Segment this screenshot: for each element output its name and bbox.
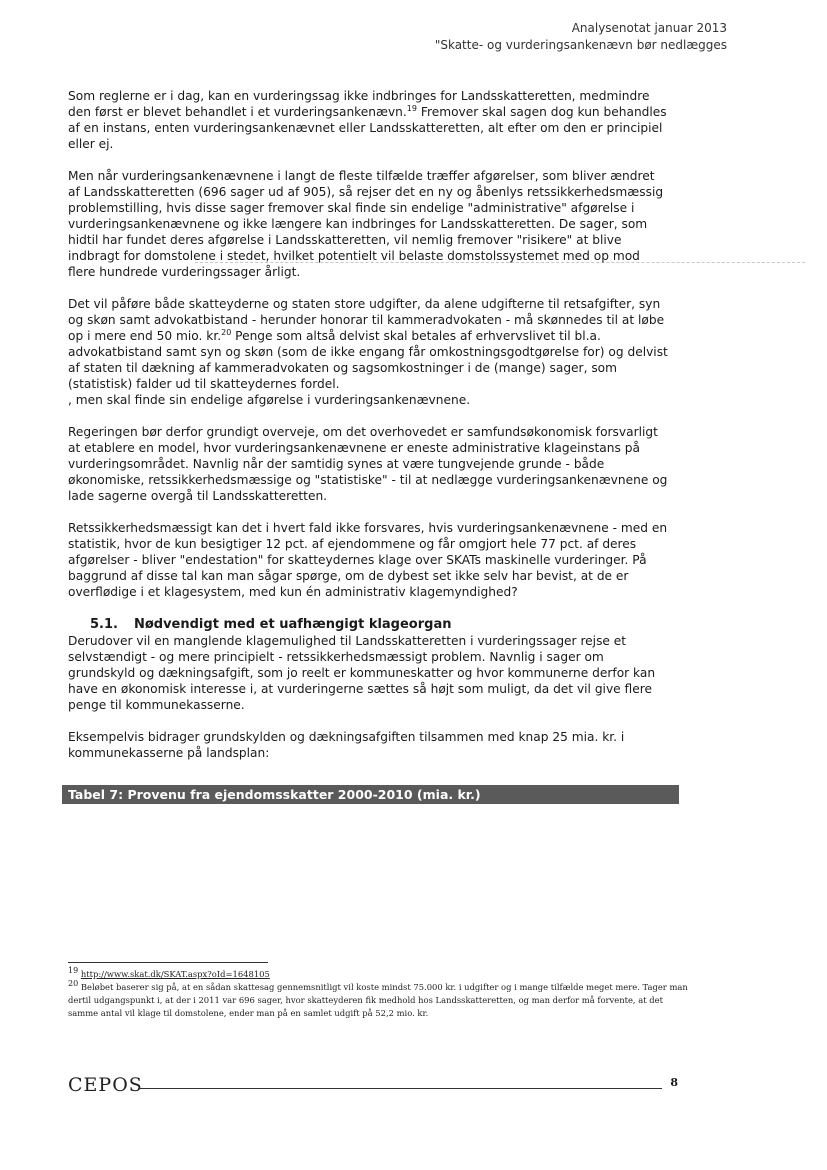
header-title: "Skatte- og vurderingsankenævn bør nedlægges [434,38,727,52]
footnote: $^{19}$ http://www.skat.dk/SKAT.aspx?oId=1648105 [68,966,270,979]
section-body: Derudover vil en manglende klagemulighed til Landsskatteretten i vurderingssager rejse et selvstændigt - og mere principielt - retssikkerhedsmæssigt problem. Navnlig i sager om grundskyld og dækningsafgift, som jo reelt er kommuneskatter og hvor kommunerne derfor kan have en økonomisk interesse i, at vurderingerne sættes så højt som muligt, da det vil give flere penge til kommunekasserne. [68,634,656,712]
paragraph: Eksempelvis bidrager grundskylden og dækningsafgiften tilsammen med knap 25 mia. kr. i kommunekasserne på landsplan: [68,730,625,760]
paragraph: Regeringen bør derfor grundigt overveje, om det overhovedet er samfundsøkonomisk forsvarligt at etablere en model, hvor vurderingsankenævnene er eneste administrative klageinstans på vurderingsområdet. Navnlig når der samtidig synes at være tungvejende grunde - både økonomiske, retssikkerhedsmæssige og "statistiske" - til at nedlægge vurderingsankenævnene og lade sagerne overgå til Landsskatteretten. [68,425,668,503]
paragraph: Men når vurderingsankenævnene i langt de fleste tilfælde træffer afgørelser, som bliver ændret af Landsskatteretten (696 sager ud af 905), så rejser det en ny og åbenlys retssikkerhedsmæssig problemstilling, hvis disse sager fremover skal finde sin endelige "administrative" afgørelse i vurderingsankenævnene og ikke længere kan indbringes for Landsskatteretten. De sager, som hidtil har fundet deres afgørelse i Landsskatteretten, vil nemlig fremover "risikere" at blive indbragt for domstolene i stedet, hvilket potentielt vil belaste domstolssystemet med op mod flere hundrede vurderingssager årligt. [68,169,664,279]
section-number: 5.1. [90,617,118,632]
footer-rule [138,1088,662,1089]
paragraph: Som reglerne er i dag, kan en vurderingssag ikke indbringes for Landsskatteretten, medmindre den først er blevet behandlet i et vurderingsankenævn.$^{19}$ Fremover skal sagen dog kun behandles af en instans, enten vurderingsankenævnet eller Landsskatteretten, alt efter om den er principiel eller ej. [68,89,667,151]
page-header [435,20,727,54]
paragraph: Retssikkerhedsmæssigt kan det i hvert fald ikke forsvares, hvis vurderingsankenævnene - med en statistik, hvor de kun besigtiger 12 pct. af ejendommene og får omgjort hele 77 pct. af deres afgørelser - bliver "endestation" for skatteydernes klage over SKATs maskinelle vurderinger. På baggrund af disse tal kan man sågar spørge, om de dybest set ikke selv har bevist, at de er overflødige i et klagesystem, med kun én administrativ klagemyndighed? [68,521,668,599]
section-title: Nødvendigt med et uafhængigt klageorgan [133,617,452,632]
footnotes [68,968,688,1020]
section-heading [90,616,668,633]
page-number: 8 [670,1076,678,1089]
paragraph: Det vil påføre både skatteyderne og staten store udgifter, da alene udgifterne til retsafgifter, syn og skøn samt advokatbistand - herunder honorar til kammeradvokaten - må skønnedes til at løbe op i mere end 50 mio. kr.$^{20}$ Penge som altså delvist skal betales af erhvervslivet til bl.a. advokatbistand samt syn og skøn (som de ikke engang får omkostningsgodtgørelse for) og delvist af staten til dækning af kammeradvokaten og sagsomkostninger i de (mange) sager, som (statistisk) falder ud til skatteydernes fordel. , men skal finde sin endelige afgørelse i vurderingsankenævnene. [68,297,668,407]
header-date: Analysenotat januar 2013 [571,21,727,35]
cepos-logo: CEPOS [68,1074,143,1096]
footnote-link[interactable]: http://www.skat.dk/SKAT.aspx?oId=1648105 [80,969,270,979]
footnote-divider [68,962,268,963]
body-text [68,88,668,777]
table-caption: Tabel 7: Provenu fra ejendomsskatter 2000-2010 (mia. kr.) [62,785,679,804]
page-footer [68,1074,680,1098]
footnote: $^{20}$ Beløbet baserer sig på, at en sådan skattesag gennemsnitligt vil koste mindst 75.000 kr. i udgifter og i mange tilfælde meget mere. Tager man dertil udgangspunkt i, at der i 2011 var 696 sager, hvor skatteyderen fik medhold hos Landsskatteretten, og man derfor må forvente, at det samme antal vil klage til domstolene, ender man på en samlet udgift på 52,2 mio. kr. [68,979,688,1018]
